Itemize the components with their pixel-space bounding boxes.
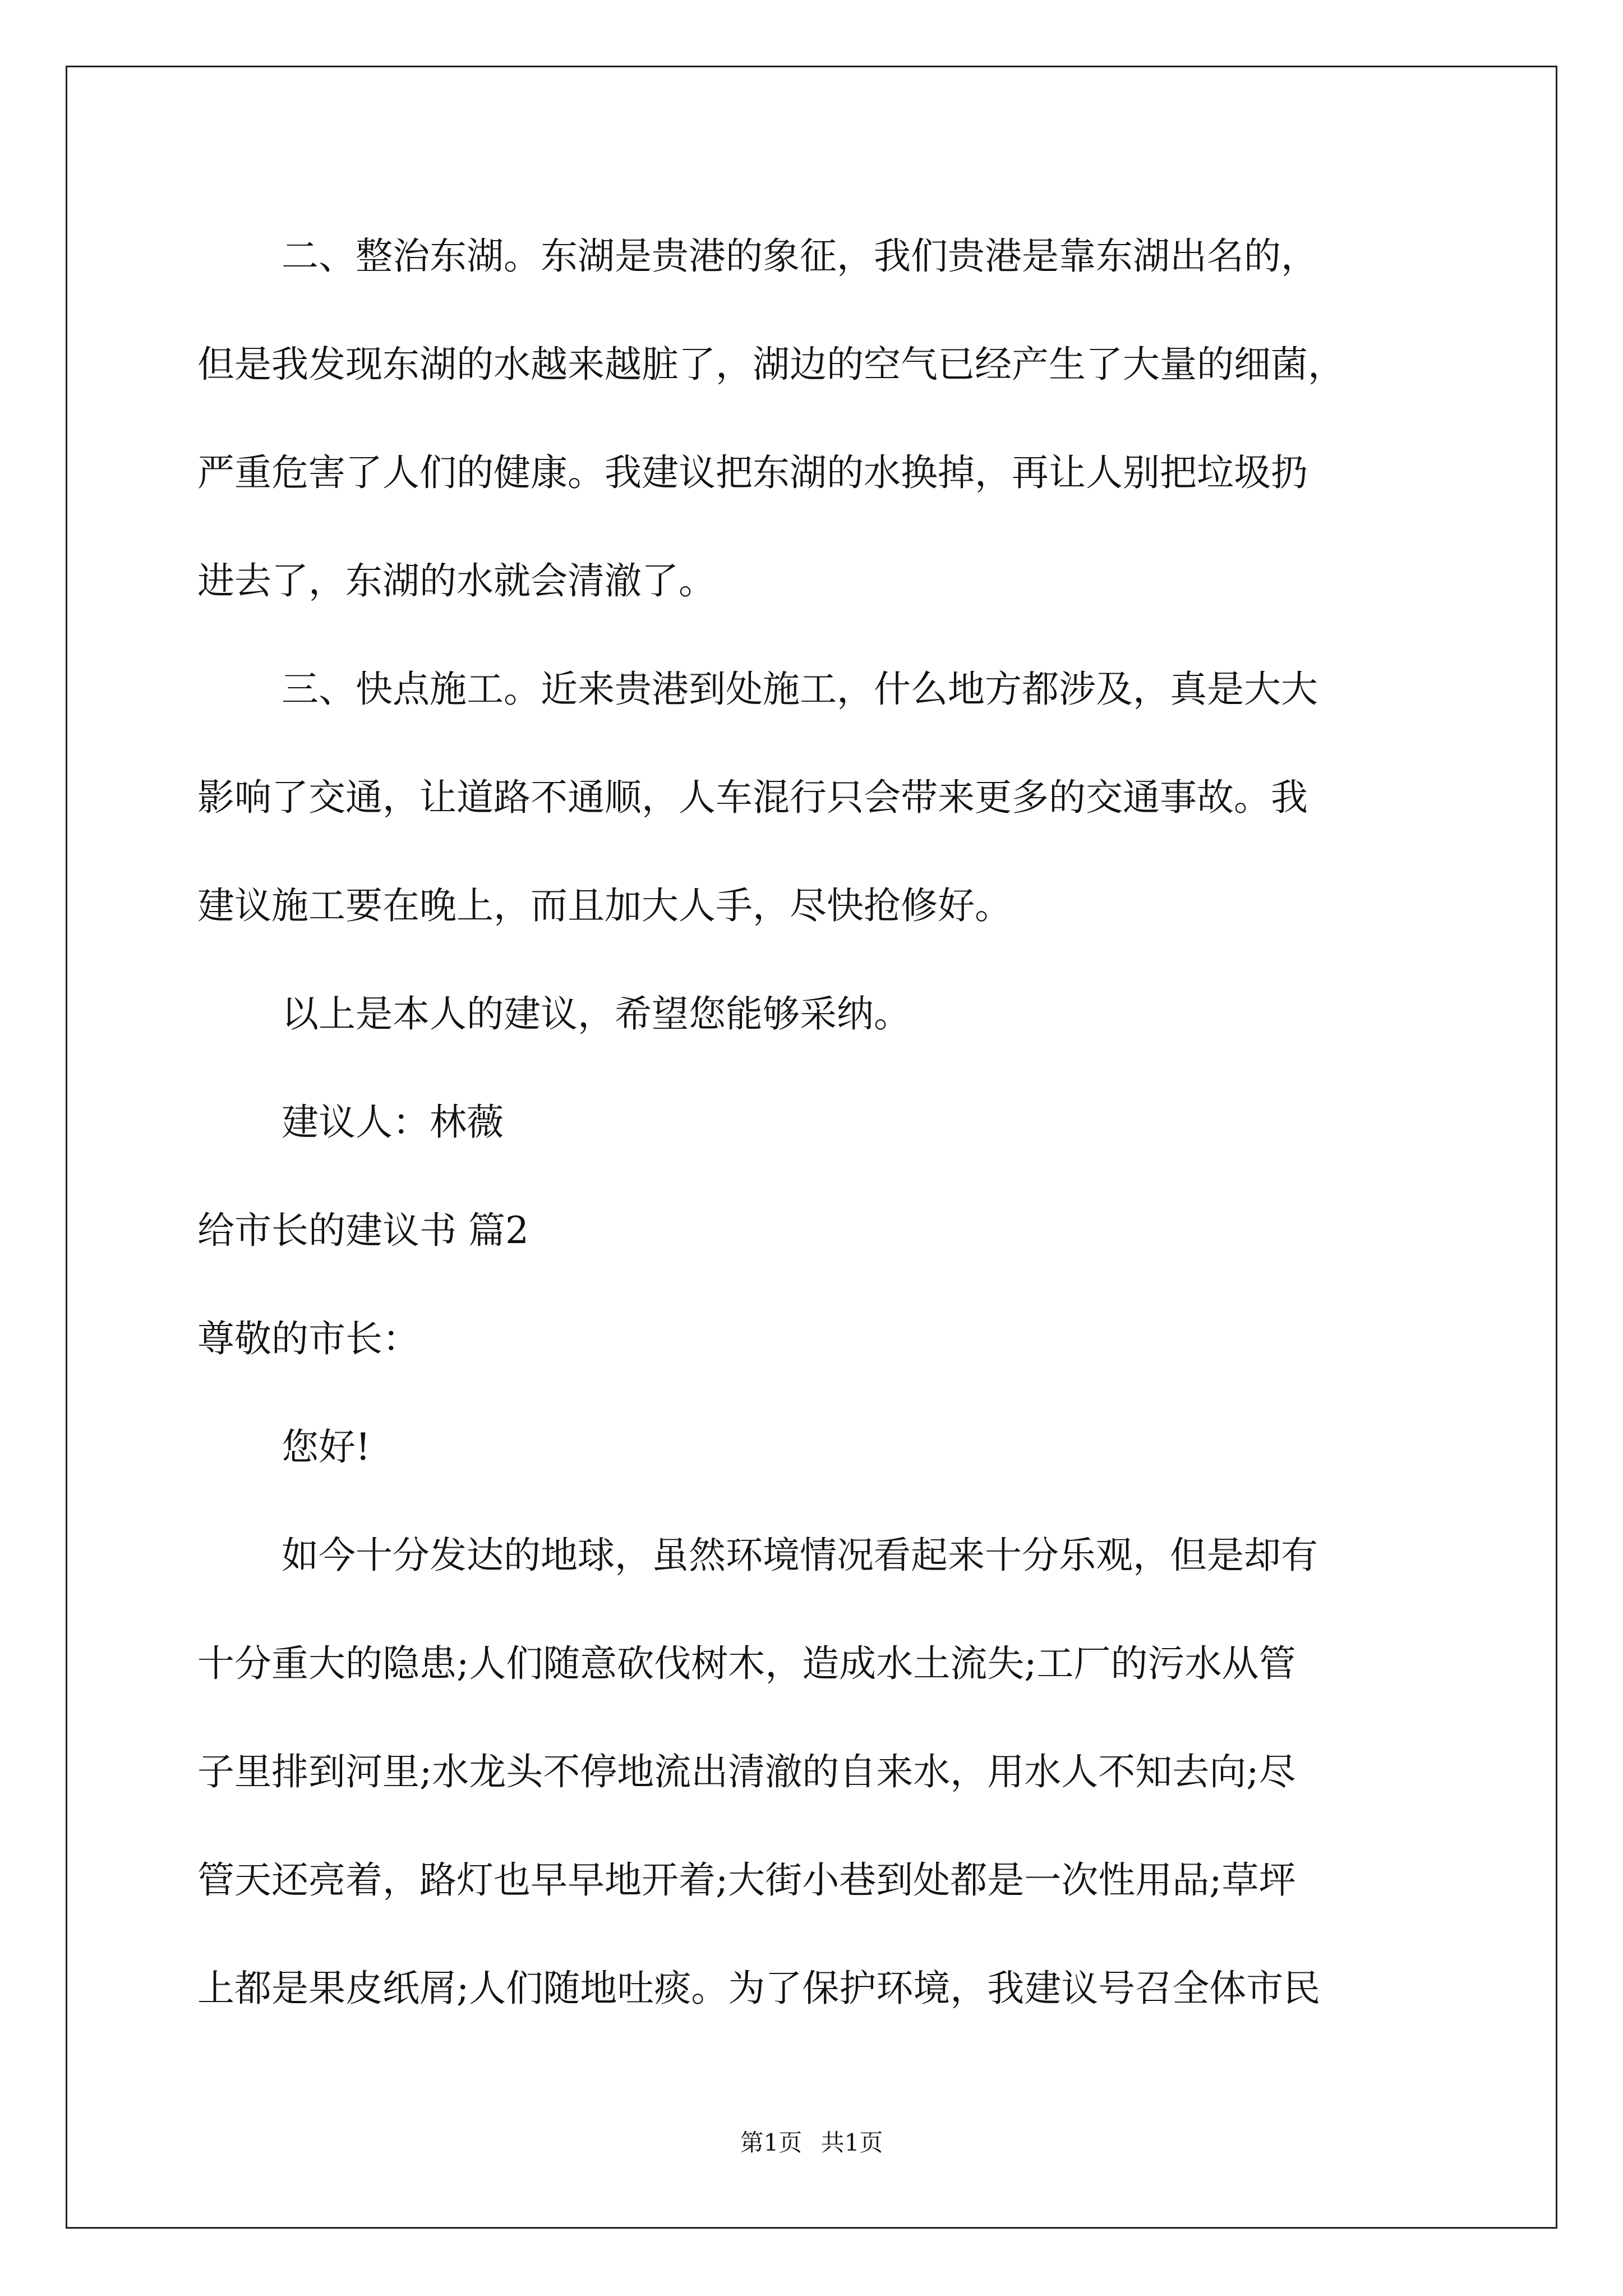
section-heading: 给市长的建议书 篇2 xyxy=(197,1209,529,1252)
page-number-total: 共1页 xyxy=(820,2129,883,2156)
page-number-current: 第1页 xyxy=(740,2129,803,2156)
paragraph-line: 如今十分发达的地球，虽然环境情况看起来十分乐观，但是却有 xyxy=(282,1534,1318,1577)
paragraph-line: 管天还亮着，路灯也早早地开着;大街小巷到处都是一次性用品;草坪 xyxy=(197,1858,1296,1902)
page-footer xyxy=(0,2126,1623,2160)
paragraph-line: 严重危害了人们的健康。我建议把东湖的水换掉，再让人别把垃圾扔 xyxy=(197,451,1308,494)
paragraph-line: 建议施工要在晚上，而且加大人手，尽快抢修好。 xyxy=(197,884,1012,927)
paragraph-line: 上都是果皮纸屑;人们随地吐痰。为了保护环境，我建议号召全体市民 xyxy=(197,1967,1321,2010)
salutation: 尊敬的市长： xyxy=(197,1317,419,1360)
paragraph-line: 影响了交通，让道路不通顺，人车混行只会带来更多的交通事故。我 xyxy=(197,776,1308,819)
paragraph-line: 进去了，东湖的水就会清澈了。 xyxy=(197,559,716,602)
paragraph-line: 二、整治东湖。东湖是贵港的象征，我们贵港是靠东湖出名的， xyxy=(282,234,1318,278)
paragraph-line: 三、快点施工。近来贵港到处施工，什么地方都涉及，真是大大 xyxy=(282,668,1318,711)
signature-line: 建议人：林薇 xyxy=(282,1101,504,1144)
paragraph-line: 但是我发现东湖的水越来越脏了，湖边的空气已经产生了大量的细菌， xyxy=(197,343,1345,386)
greeting: 您好! xyxy=(282,1425,371,1469)
paragraph-line: 以上是本人的建议，希望您能够采纳。 xyxy=(282,992,911,1036)
document-body xyxy=(197,202,1442,2042)
paragraph-line: 子里排到河里;水龙头不停地流出清澈的自来水，用水人不知去向;尽 xyxy=(197,1750,1296,1793)
paragraph-line: 十分重大的隐患;人们随意砍伐树木，造成水土流失;工厂的污水从管 xyxy=(197,1642,1296,1685)
